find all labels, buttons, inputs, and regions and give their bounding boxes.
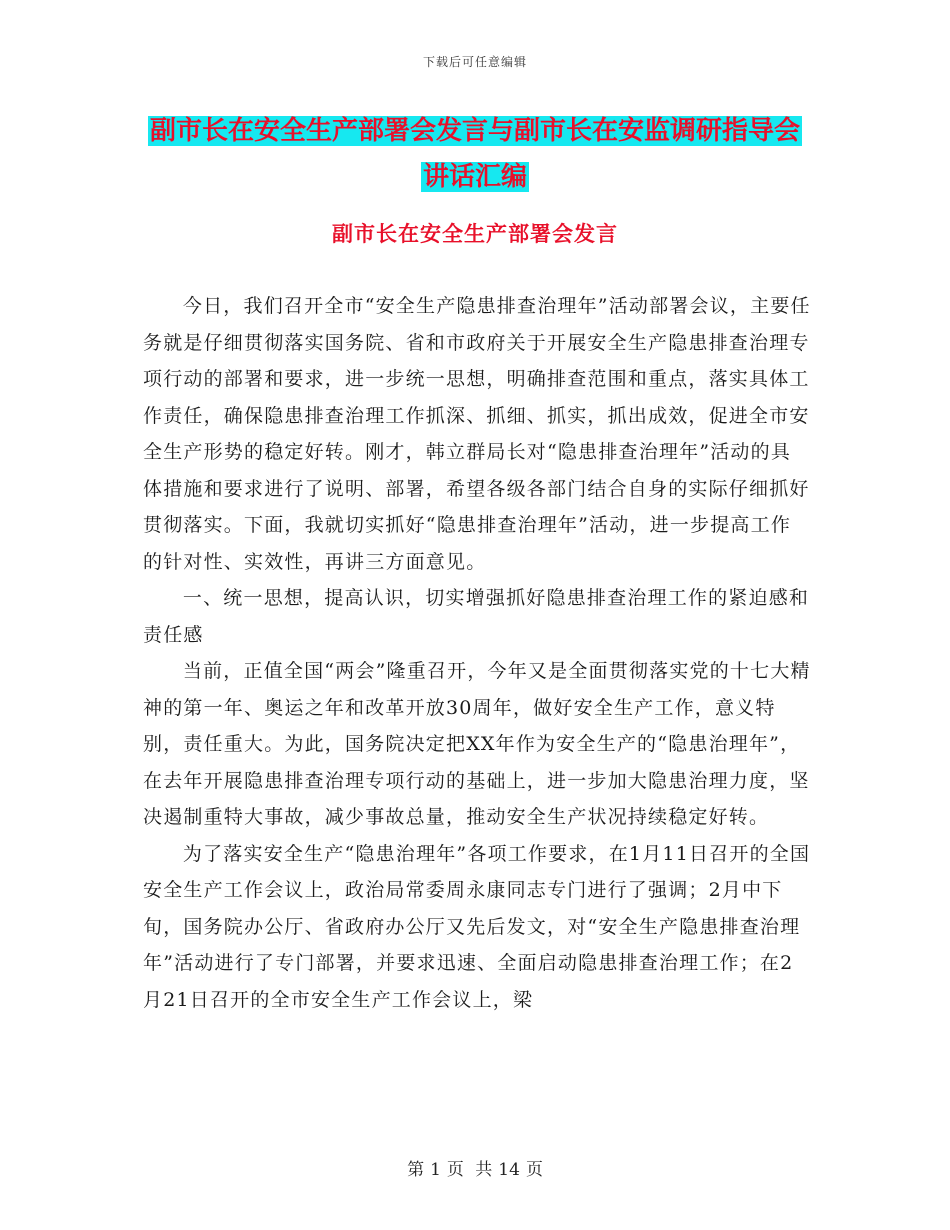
- footer-suffix: 页: [525, 1160, 543, 1180]
- paragraph: 为了落实安全生产“隐患治理年”各项工作要求，在1月11日召开的全国安全生产工作会议上，政治局常委周永康同志专门进行了强调；2月中下旬，国务院办公厅、省政府办公厅又先后发文，对“安全生产隐患排查治理年”活动进行了专门部署，并要求迅速、全面启动隐患排查治理工作；在2月21日召开的全市安全生产工作会议上，梁: [143, 842, 811, 1011]
- paragraph: 一、统一思想，提高认识，切实增强抓好隐患排查治理工作的紧迫感和责任感: [143, 587, 810, 646]
- footer-prefix: 第: [407, 1160, 425, 1180]
- header-note: 下载后可任意编辑: [422, 55, 527, 69]
- document-body: [143, 288, 811, 1018]
- page-total: 14: [498, 1160, 520, 1180]
- page-number: 1: [430, 1160, 441, 1180]
- document-title-text: 副市长在安全生产部署会发言与副市长在安监调研指导会讲话汇编: [149, 116, 800, 192]
- section-title: 副市长在安全生产部署会发言: [332, 222, 618, 246]
- paragraph: 当前，正值全国“两会”隆重召开，今年又是全面贯彻落实党的十七大精神的第一年、奥运之年和改革开放30周年，做好安全生产工作，意义特别，责任重大。为此，国务院决定把XX年作为安全生产的“隐患治理年”，在去年开展隐患排查治理专项行动的基础上，进一步加大隐患治理力度，坚决遏制重特大事故，减少事故总量，推动安全生产状况持续稳定好转。: [143, 660, 811, 828]
- document-title: [140, 108, 810, 200]
- footer-middle: 页 共: [446, 1160, 493, 1180]
- paragraph: 今日，我们召开全市“安全生产隐患排查治理年”活动部署会议，主要任务就是仔细贯彻落实国务院、省和市政府关于开展安全生产隐患排查治理专项行动的部署和要求，进一步统一思想，明确排查范围和重点，落实具体工作责任，确保隐患排查治理工作抓深、抓细、抓实，抓出成效，促进全市安全生产形势的稳定好转。刚才，韩立群局长对“隐患排查治理年”活动的具体措施和要求进行了说明、部署，希望各级各部门结合自身的实际仔细抓好贯彻落实。下面，我就切实抓好“隐患排查治理年”活动，进一步提高工作的针对性、实效性，再讲三方面意见。: [143, 295, 811, 573]
- page-footer: [0, 1155, 950, 1180]
